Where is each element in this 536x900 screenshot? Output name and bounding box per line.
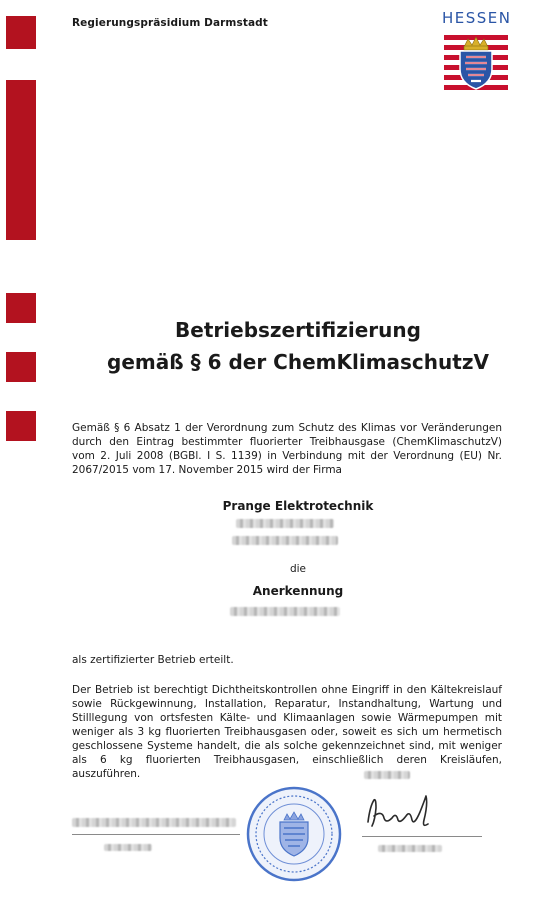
intro-paragraph: Gemäß § 6 Absatz 1 der Verordnung zum Schutz des Klimas vor Veränderungen durch den Eintrag bestimmter fluorierter Treibhausgase (ChemKlimaschutzV) vom 2. Juli 2008 (BGBl. I S. 1139) in Verbindung mit der Verordnung (EU) Nr. 2067/2015 vom 17. November 2015 wird der Firma xyxy=(72,422,502,476)
margin-bar-top xyxy=(6,16,36,49)
state-name: HESSEN xyxy=(442,9,512,27)
certified-text: als zertifizierter Betrieb erteilt. xyxy=(72,654,234,666)
hessen-coat-of-arms-icon xyxy=(444,33,508,95)
redacted-street xyxy=(236,519,334,528)
margin-bar-mid-1 xyxy=(6,293,36,323)
place-date-line xyxy=(72,834,240,835)
redacted-signatory-name xyxy=(378,845,442,852)
redacted-city xyxy=(232,536,338,545)
company-name: Prange Elektrotechnik xyxy=(222,499,374,513)
certificate-title: Betriebszertifizierung xyxy=(175,318,421,342)
certificate-subtitle: gemäß § 6 der ChemKlimaschutzV xyxy=(107,350,489,374)
margin-bar-mid-3 xyxy=(6,411,36,441)
margin-bar-long xyxy=(6,80,36,240)
redacted-place-date xyxy=(72,818,236,827)
recognition-label: Anerkennung xyxy=(252,584,344,598)
redacted-on-behalf xyxy=(364,771,410,779)
official-seal-icon xyxy=(246,786,342,882)
signature-line xyxy=(362,836,482,837)
margin-bar-mid-2 xyxy=(6,352,36,382)
redacted-place-date-caption xyxy=(104,844,152,851)
connector-text: die xyxy=(289,563,307,575)
redacted-recognition-number xyxy=(230,607,340,616)
authority-name: Regierungspräsidium Darmstadt xyxy=(72,17,268,29)
signature-icon xyxy=(362,790,442,834)
scope-paragraph: Der Betrieb ist berechtigt Dichtheitskontrollen ohne Eingriff in den Kältekreislauf sowie Rückgewinnung, Installation, Reparatur, Instandhaltung, Wartung und Stilllegung von ortsfesten Kälte- und Klimaanlagen sowie Wärmepumpen mit weniger als 3 kg fluorierten Treibhausgasen oder, soweit es sich um hermetisch geschlossene Systeme handelt, die als solche gekennzeichnet sind, mit weniger als 6 kg fluorierten Treibhausgasen, einschließlich deren Kreisläufen, auszuführen. xyxy=(72,684,502,780)
